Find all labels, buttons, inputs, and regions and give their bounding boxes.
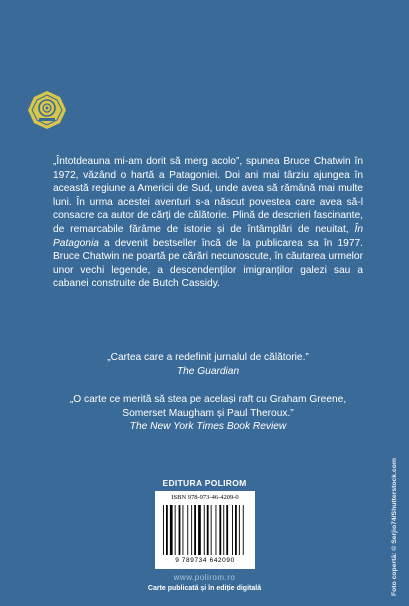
quote-text: „O carte ce merită să stea pe același raft cu Graham Greene, Somerset Maugham și Paul Theroux.”: [69, 394, 347, 419]
quote-text: „Cartea care a redefinit jurnalul de călătorie.”: [107, 352, 309, 363]
review-quote-nyt: [53, 393, 363, 434]
publisher-name: EDITURA POLIROM: [162, 478, 247, 488]
publisher-website: www.polirom.ro: [173, 573, 236, 582]
description-part-1: „Întotdeauna mi-am dorit să merg acolo”, spunea Bruce Chatwin în 1972, văzând o hartă a Patagoniei. Doi ani mai târziu ajungea în această regiune a Americii de Sud, unde avea să rămână mai multe luni. În urma acestei aventuri s-a născut povestea care avea să-l consacre ca autor de cărți de călătorie. Plină de descrieri fascinante, de remarcabile fărâme de istorie și de întâmplări de neuitat,: [53, 156, 363, 235]
isbn-label: ISBN 978-973-46-4209-0: [171, 494, 239, 501]
photo-credit: Foto copertă: © Serjio74/Shutterstock.com: [391, 458, 398, 596]
book-title-italic: În Patagonia: [53, 223, 363, 249]
quote-source: The Guardian: [176, 365, 240, 377]
description-part-2: a devenit bestseller încă de la publicarea sa în 1977. Bruce Chatwin ne poartă pe cărări necunoscute, în căutarea urmelor unor vechi legende, a descendenților imigranților galezi sau a cabanei construite de Butch Cassidy.: [53, 237, 363, 290]
polirom-logo-icon: [27, 90, 67, 130]
barcode-number: 9 789734 642090: [175, 557, 235, 564]
book-description: [53, 155, 363, 291]
digital-edition-note: Carte publicată și în ediție digitală: [147, 585, 262, 592]
barcode-icon: [163, 505, 247, 555]
quote-source: The New York Times Book Review: [129, 421, 287, 433]
review-quote-guardian: [53, 351, 363, 378]
barcode-panel: [155, 491, 255, 569]
